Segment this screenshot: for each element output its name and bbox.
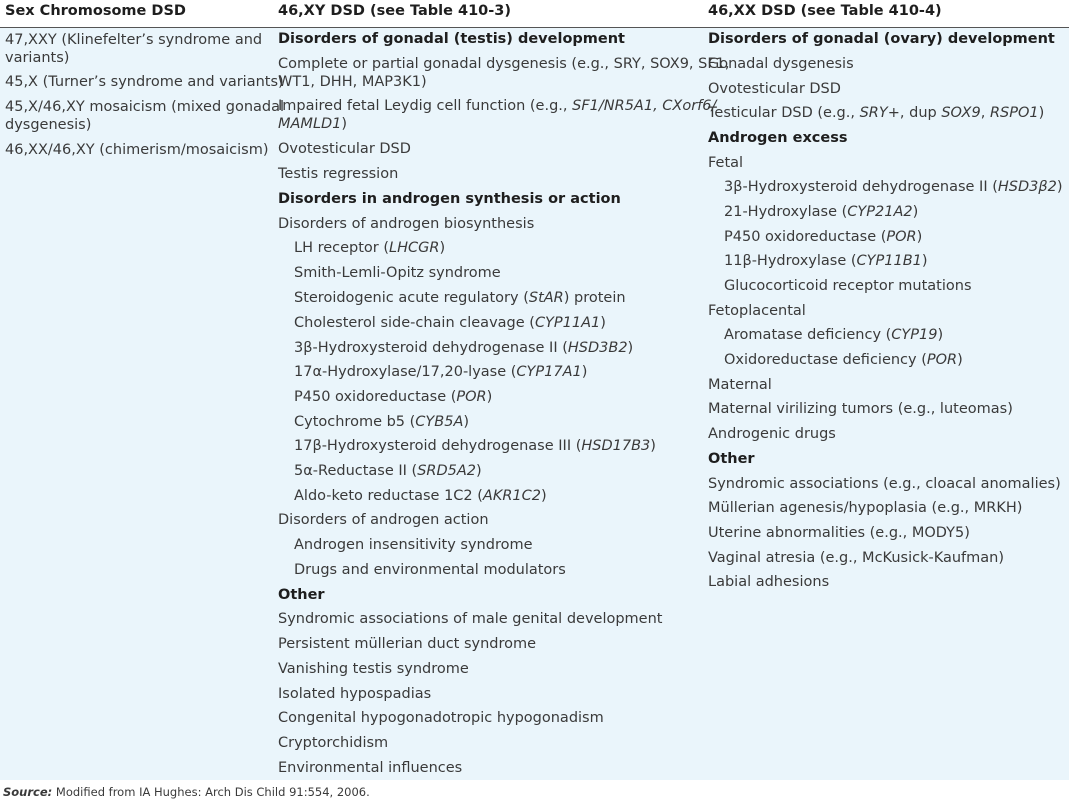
gene-name: RSPO1 — [989, 105, 1039, 121]
list-item — [294, 239, 445, 257]
list-item — [278, 610, 662, 628]
column-header-46xy-dsd: 46,XY DSD (see Table 410-3) — [278, 3, 511, 19]
item-text: ) — [921, 253, 928, 269]
item-text: Gonadal dysgenesis — [708, 56, 854, 72]
section-heading — [278, 30, 625, 48]
gene-name: CYP17A1 — [516, 364, 582, 380]
list-item — [278, 511, 489, 529]
list-item — [278, 660, 469, 678]
item-text: Vanishing testis syndrome — [278, 661, 469, 677]
section-heading — [708, 30, 1055, 48]
item-text: Androgen insensitivity syndrome — [294, 537, 533, 553]
list-item — [294, 314, 606, 332]
item-text: 3β-Hydroxysteroid dehydrogenase II ( — [724, 179, 998, 195]
gene-name: LHCGR — [389, 240, 440, 256]
item-text: , — [980, 105, 990, 121]
item-text: Syndromic associations (e.g., cloacal anomalies) — [708, 476, 1061, 492]
list-item — [724, 277, 972, 295]
section-heading — [708, 129, 848, 147]
list-item — [278, 215, 534, 233]
item-text: Aldo-keto reductase 1C2 ( — [294, 488, 483, 504]
item-text: ) — [916, 229, 923, 245]
item-text: Testis regression — [278, 166, 399, 182]
gene-name: AKR1C2 — [482, 488, 541, 504]
item-text: Smith-Lemli-Opitz syndrome — [294, 265, 501, 281]
item-text: P450 oxidoreductase ( — [294, 389, 457, 405]
item-text: ) protein — [563, 290, 626, 306]
item-text: Isolated hypospadias — [278, 686, 432, 702]
item-text: P450 oxidoreductase ( — [724, 229, 887, 245]
item-text: Fetoplacental — [708, 303, 806, 319]
list-item — [278, 73, 427, 91]
item-text: Disorders of androgen action — [278, 512, 489, 528]
list-item — [294, 264, 501, 282]
cell-line: variants) — [5, 50, 70, 66]
gene-name: StAR — [528, 290, 564, 306]
list-item — [724, 228, 922, 246]
list-item — [278, 685, 431, 703]
list-item — [724, 351, 963, 369]
column-header-sex-chromosome-dsd: Sex Chromosome DSD — [5, 3, 186, 19]
item-text: Aromatase deficiency ( — [724, 327, 892, 343]
gene-name: HSD3β2 — [997, 179, 1057, 195]
item-text: 11β-Hydroxylase ( — [724, 253, 857, 269]
list-item — [294, 289, 626, 307]
item-text: Steroidogenic acute regulatory ( — [294, 290, 529, 306]
list-item — [294, 388, 492, 406]
section-heading — [278, 190, 621, 208]
list-item — [708, 302, 806, 320]
item-text: 5α-Reductase II ( — [294, 463, 418, 479]
item-text: Müllerian agenesis/hypoplasia (e.g., MRKH) — [708, 500, 1023, 516]
item-text: 3β-Hydroxysteroid dehydrogenase II ( — [294, 340, 568, 356]
list-item — [278, 759, 462, 777]
item-text: ) — [581, 364, 588, 380]
gene-name: CYP11B1 — [856, 253, 922, 269]
item-text: Persistent müllerian duct syndrome — [278, 636, 537, 652]
gene-name: SRD5A2 — [417, 463, 477, 479]
list-item — [708, 80, 841, 98]
item-text: Cryptorchidism — [278, 735, 389, 751]
list-item — [278, 97, 716, 115]
item-text: Cytochrome b5 ( — [294, 414, 416, 430]
item-text: Congenital hypogonadotropic hypogonadism — [278, 710, 604, 726]
item-text: , dup — [899, 105, 942, 121]
gene-name: CYB5A — [415, 414, 464, 430]
list-item — [278, 165, 398, 183]
list-item — [708, 524, 970, 542]
item-text: WT1, DHH, MAP3K1) — [278, 74, 427, 90]
gene-name: CYP21A2 — [847, 204, 913, 220]
list-item — [294, 487, 547, 505]
item-text: Testicular DSD (e.g., — [708, 105, 860, 121]
list-item — [708, 499, 1022, 517]
gene-name: SOX9 — [941, 105, 981, 121]
item-text: Disorders of androgen biosynthesis — [278, 216, 535, 232]
list-item — [294, 536, 533, 554]
item-text: ) — [957, 352, 963, 368]
list-item — [294, 413, 469, 431]
list-item — [278, 635, 536, 653]
item-text: Other — [278, 587, 325, 603]
item-text: Oxidoreductase deficiency ( — [724, 352, 927, 368]
gene-name: POR — [886, 229, 917, 245]
section-heading — [278, 586, 325, 604]
item-text: Disorders of gonadal (ovary) development — [708, 31, 1055, 47]
list-item — [278, 709, 604, 727]
item-text: 21-Hydroxylase ( — [724, 204, 848, 220]
item-text: ) — [937, 327, 944, 343]
gene-name: POR — [456, 389, 487, 405]
cell-line: 47,XXY (Klinefelter’s syndrome and — [5, 32, 263, 48]
source-label: Source: — [3, 785, 53, 799]
gene-name: HSD3B2 — [567, 340, 628, 356]
gene-name: CYP19 — [891, 327, 938, 343]
item-text: ) — [650, 438, 656, 454]
table-source-note — [3, 785, 370, 799]
list-item — [708, 475, 1061, 493]
item-text: ) — [541, 488, 547, 504]
gene-name: SF1/NR5A1, CXorf6/ — [572, 98, 717, 114]
section-heading — [708, 450, 755, 468]
cell-line: 45,X/46,XY mosaicism (mixed gonadal — [5, 99, 285, 115]
list-item — [294, 437, 656, 455]
list-item — [278, 55, 730, 73]
list-item — [708, 549, 1004, 567]
list-item — [708, 400, 1013, 418]
item-text: Labial adhesions — [708, 574, 830, 590]
item-text: 17α-Hydroxylase/17,20-lyase ( — [294, 364, 517, 380]
item-text: ) — [600, 315, 606, 331]
list-item — [294, 462, 482, 480]
gene-name: HSD17B3 — [581, 438, 651, 454]
gene-name: POR — [926, 352, 958, 368]
list-item — [708, 376, 772, 394]
list-item — [724, 326, 943, 344]
list-item — [708, 425, 836, 443]
list-item — [708, 154, 743, 172]
gene-name: MAMLD1 — [278, 116, 342, 132]
item-text: Drugs and environmental modulators — [294, 562, 566, 578]
item-text: Environmental influences — [278, 760, 463, 776]
item-text: Syndromic associations of male genital development — [278, 611, 663, 627]
list-item — [294, 561, 566, 579]
gene-name: CYP11A1 — [534, 315, 601, 331]
item-text: ) — [476, 463, 482, 479]
item-text: ) — [439, 240, 446, 256]
item-text: Ovotesticular DSD — [708, 81, 841, 97]
list-item — [724, 178, 1063, 196]
source-text: Modified from IA Hughes: Arch Dis Child 91:554, 2006. — [52, 785, 370, 799]
item-text: Disorders of gonadal (testis) development — [278, 31, 625, 47]
item-text: ) — [341, 116, 348, 132]
list-item — [278, 734, 388, 752]
item-text: Androgenic drugs — [708, 426, 836, 442]
item-text: Impaired fetal Leydig cell function (e.g., — [278, 98, 573, 114]
list-item — [708, 104, 1044, 122]
list-item — [724, 252, 928, 270]
item-text: Other — [708, 451, 755, 467]
item-text: Ovotesticular DSD — [278, 141, 411, 157]
item-text: ) — [912, 204, 919, 220]
column-header-46xx-dsd: 46,XX DSD (see Table 410-4) — [708, 3, 942, 19]
item-text: Maternal — [708, 377, 772, 393]
list-item — [708, 573, 829, 591]
item-text: Androgen excess — [708, 130, 848, 146]
item-text: Maternal virilizing tumors (e.g., luteomas) — [708, 401, 1013, 417]
item-text: ) — [627, 340, 634, 356]
item-text: ) — [486, 389, 493, 405]
item-text: Glucocorticoid receptor mutations — [724, 278, 972, 294]
item-text: Cholesterol side-chain cleavage ( — [294, 315, 535, 331]
item-text: ) — [463, 414, 470, 430]
list-item — [294, 339, 633, 357]
cell-line: 46,XX/46,XY (chimerism/mosaicism) — [5, 142, 269, 158]
item-text: Disorders in androgen synthesis or action — [278, 191, 621, 207]
list-item — [294, 363, 587, 381]
list-item — [708, 55, 854, 73]
item-text: 17β-Hydroxysteroid dehydrogenase III ( — [294, 438, 582, 454]
item-text: ) — [1056, 179, 1063, 195]
item-text: ) — [1038, 105, 1045, 121]
item-text: Uterine abnormalities (e.g., MODY5) — [708, 525, 970, 541]
cell-line: 45,X (Turner’s syndrome and variants) — [5, 74, 284, 90]
cell-line: dysgenesis) — [5, 117, 92, 133]
item-text: LH receptor ( — [294, 240, 390, 256]
item-text: Fetal — [708, 155, 744, 171]
item-text: Complete or partial gonadal dysgenesis (e.g., SRY, SOX9, SF1, — [278, 56, 730, 72]
table-header-row — [0, 0, 1069, 28]
item-text: Vaginal atresia (e.g., McKusick-Kaufman) — [708, 550, 1004, 566]
list-item — [278, 115, 347, 133]
gene-name: SRY+ — [859, 105, 900, 121]
list-item — [724, 203, 918, 221]
list-item — [278, 140, 411, 158]
